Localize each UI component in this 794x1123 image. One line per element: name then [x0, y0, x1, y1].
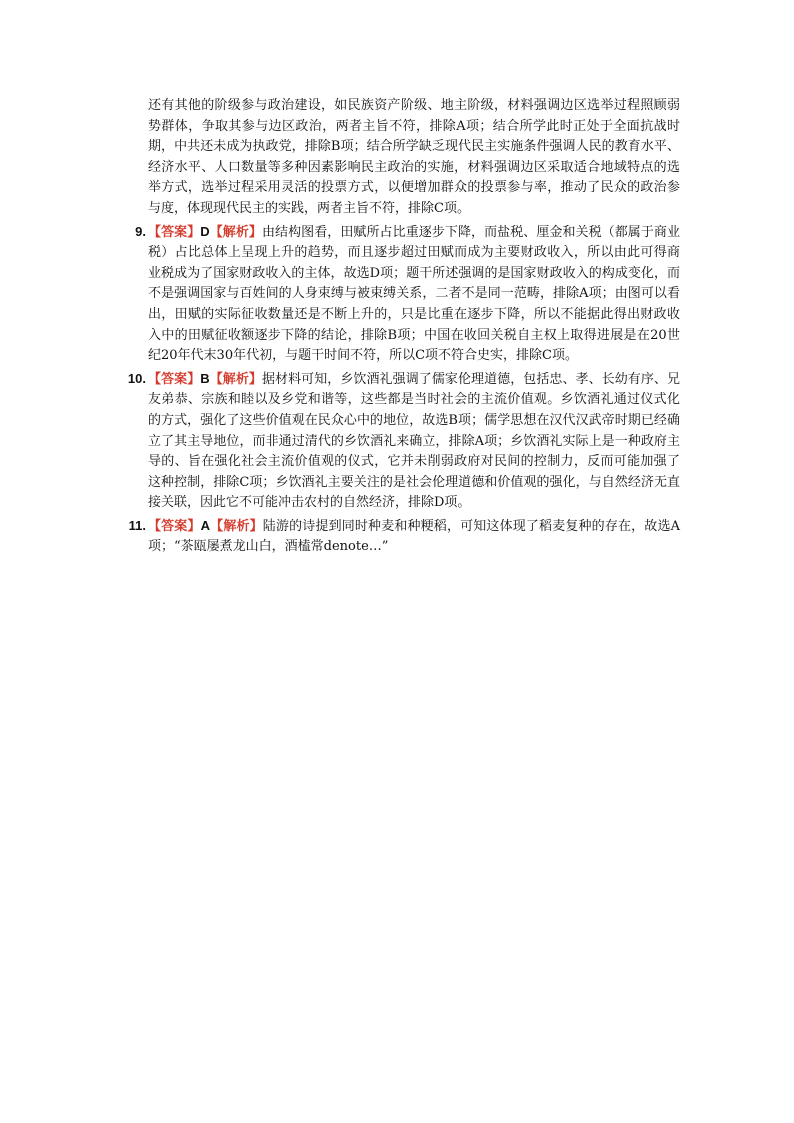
question-number: 11.: [128, 517, 146, 533]
answer-letter: D: [200, 223, 210, 239]
answer-letter: B: [200, 370, 210, 386]
question-9: [120, 222, 680, 367]
analysis-tag: 【解析】: [209, 223, 262, 239]
question-10: [120, 369, 680, 514]
analysis-tag: 【解析】: [210, 517, 263, 533]
question-number: 10.: [127, 370, 146, 386]
answer-page: [120, 96, 680, 560]
question-number: 9.: [135, 223, 146, 239]
question-11: [120, 516, 680, 558]
analysis-text: 由结构图看，田赋所占比重逐步下降，而盐税、厘金和关税（都属于商业税）占比总体上呈现上升的趋势，而且逐步超过田赋而成为主要财政收入，所以由此可得商业税成为了国家财政收入的主体，故选D项；题干所述强调的是国家财政收入的构成变化，而不是强调国家与百姓间的人身束缚与被束缚关系，二者不是同一范畴，排除A项；由图可以看出，田赋的实际征收数量还是不断上升的，只是比重在逐步下降，所以不能据此得出财政收入中的田赋征收额逐步下降的结论，排除B项；中国在收回关税自主权上取得进展是在20世纪20年代末30年代初，与题干时间不符，所以C项不符合史实，排除C项。: [148, 224, 680, 364]
analysis-text: 据材料可知，乡饮酒礼强调了儒家伦理道德，包括忠、孝、长幼有序、兄友弟恭、宗族和睦以及乡党和谐等，这些都是当时社会的主流价值观。乡饮酒礼通过仪式化的方式，强化了这些价值观在民众心中的地位，故选B项；儒学思想在汉代汉武帝时期已经确立了其主导地位，而非通过清代的乡饮酒礼来确立，排除A项；乡饮酒礼实际上是一种政府主导的、旨在强化社会主流价值观的仪式，它并未削弱政府对民间的控制力，反而可能加强了这种控制，排除C项；乡饮酒礼主要关注的是社会伦理道德和价值观的强化，与自然经济无直接关联，因此它不可能冲击农村的自然经济，排除D项。: [148, 371, 680, 511]
analysis-text: 陆游的诗提到同时种麦和种粳稻，可知这体现了稻麦复种的存在，故选A项；“茶瓯屡煮龙山白，酒榼常denote…”: [148, 518, 680, 555]
answer-letter: A: [200, 517, 211, 533]
analysis-tag: 【解析】: [209, 370, 262, 386]
answer-tag: 【答案】: [148, 223, 201, 239]
answer-tag: 【答案】: [148, 517, 201, 533]
continuation-paragraph: 还有其他的阶级参与政治建设，如民族资产阶级、地主阶级，材料强调边区选举过程照顾弱势群体，争取其参与边区政治，两者主旨不符，排除A项；结合所学此时正处于全面抗战时期，中共还未成为执政党，排除B项；结合所学缺乏现代民主实施条件强调人民的教育水平、经济水平、人口数量等多种因素影响民主政治的实施，材料强调边区采取适合地域特点的选举方式，选举过程采用灵活的投票方式，以便增加群众的投票参与率，推动了民众的政治参与度，体现现代民主的实践，两者主旨不符，排除C项。: [148, 98, 680, 216]
answer-tag: 【答案】: [148, 370, 201, 386]
